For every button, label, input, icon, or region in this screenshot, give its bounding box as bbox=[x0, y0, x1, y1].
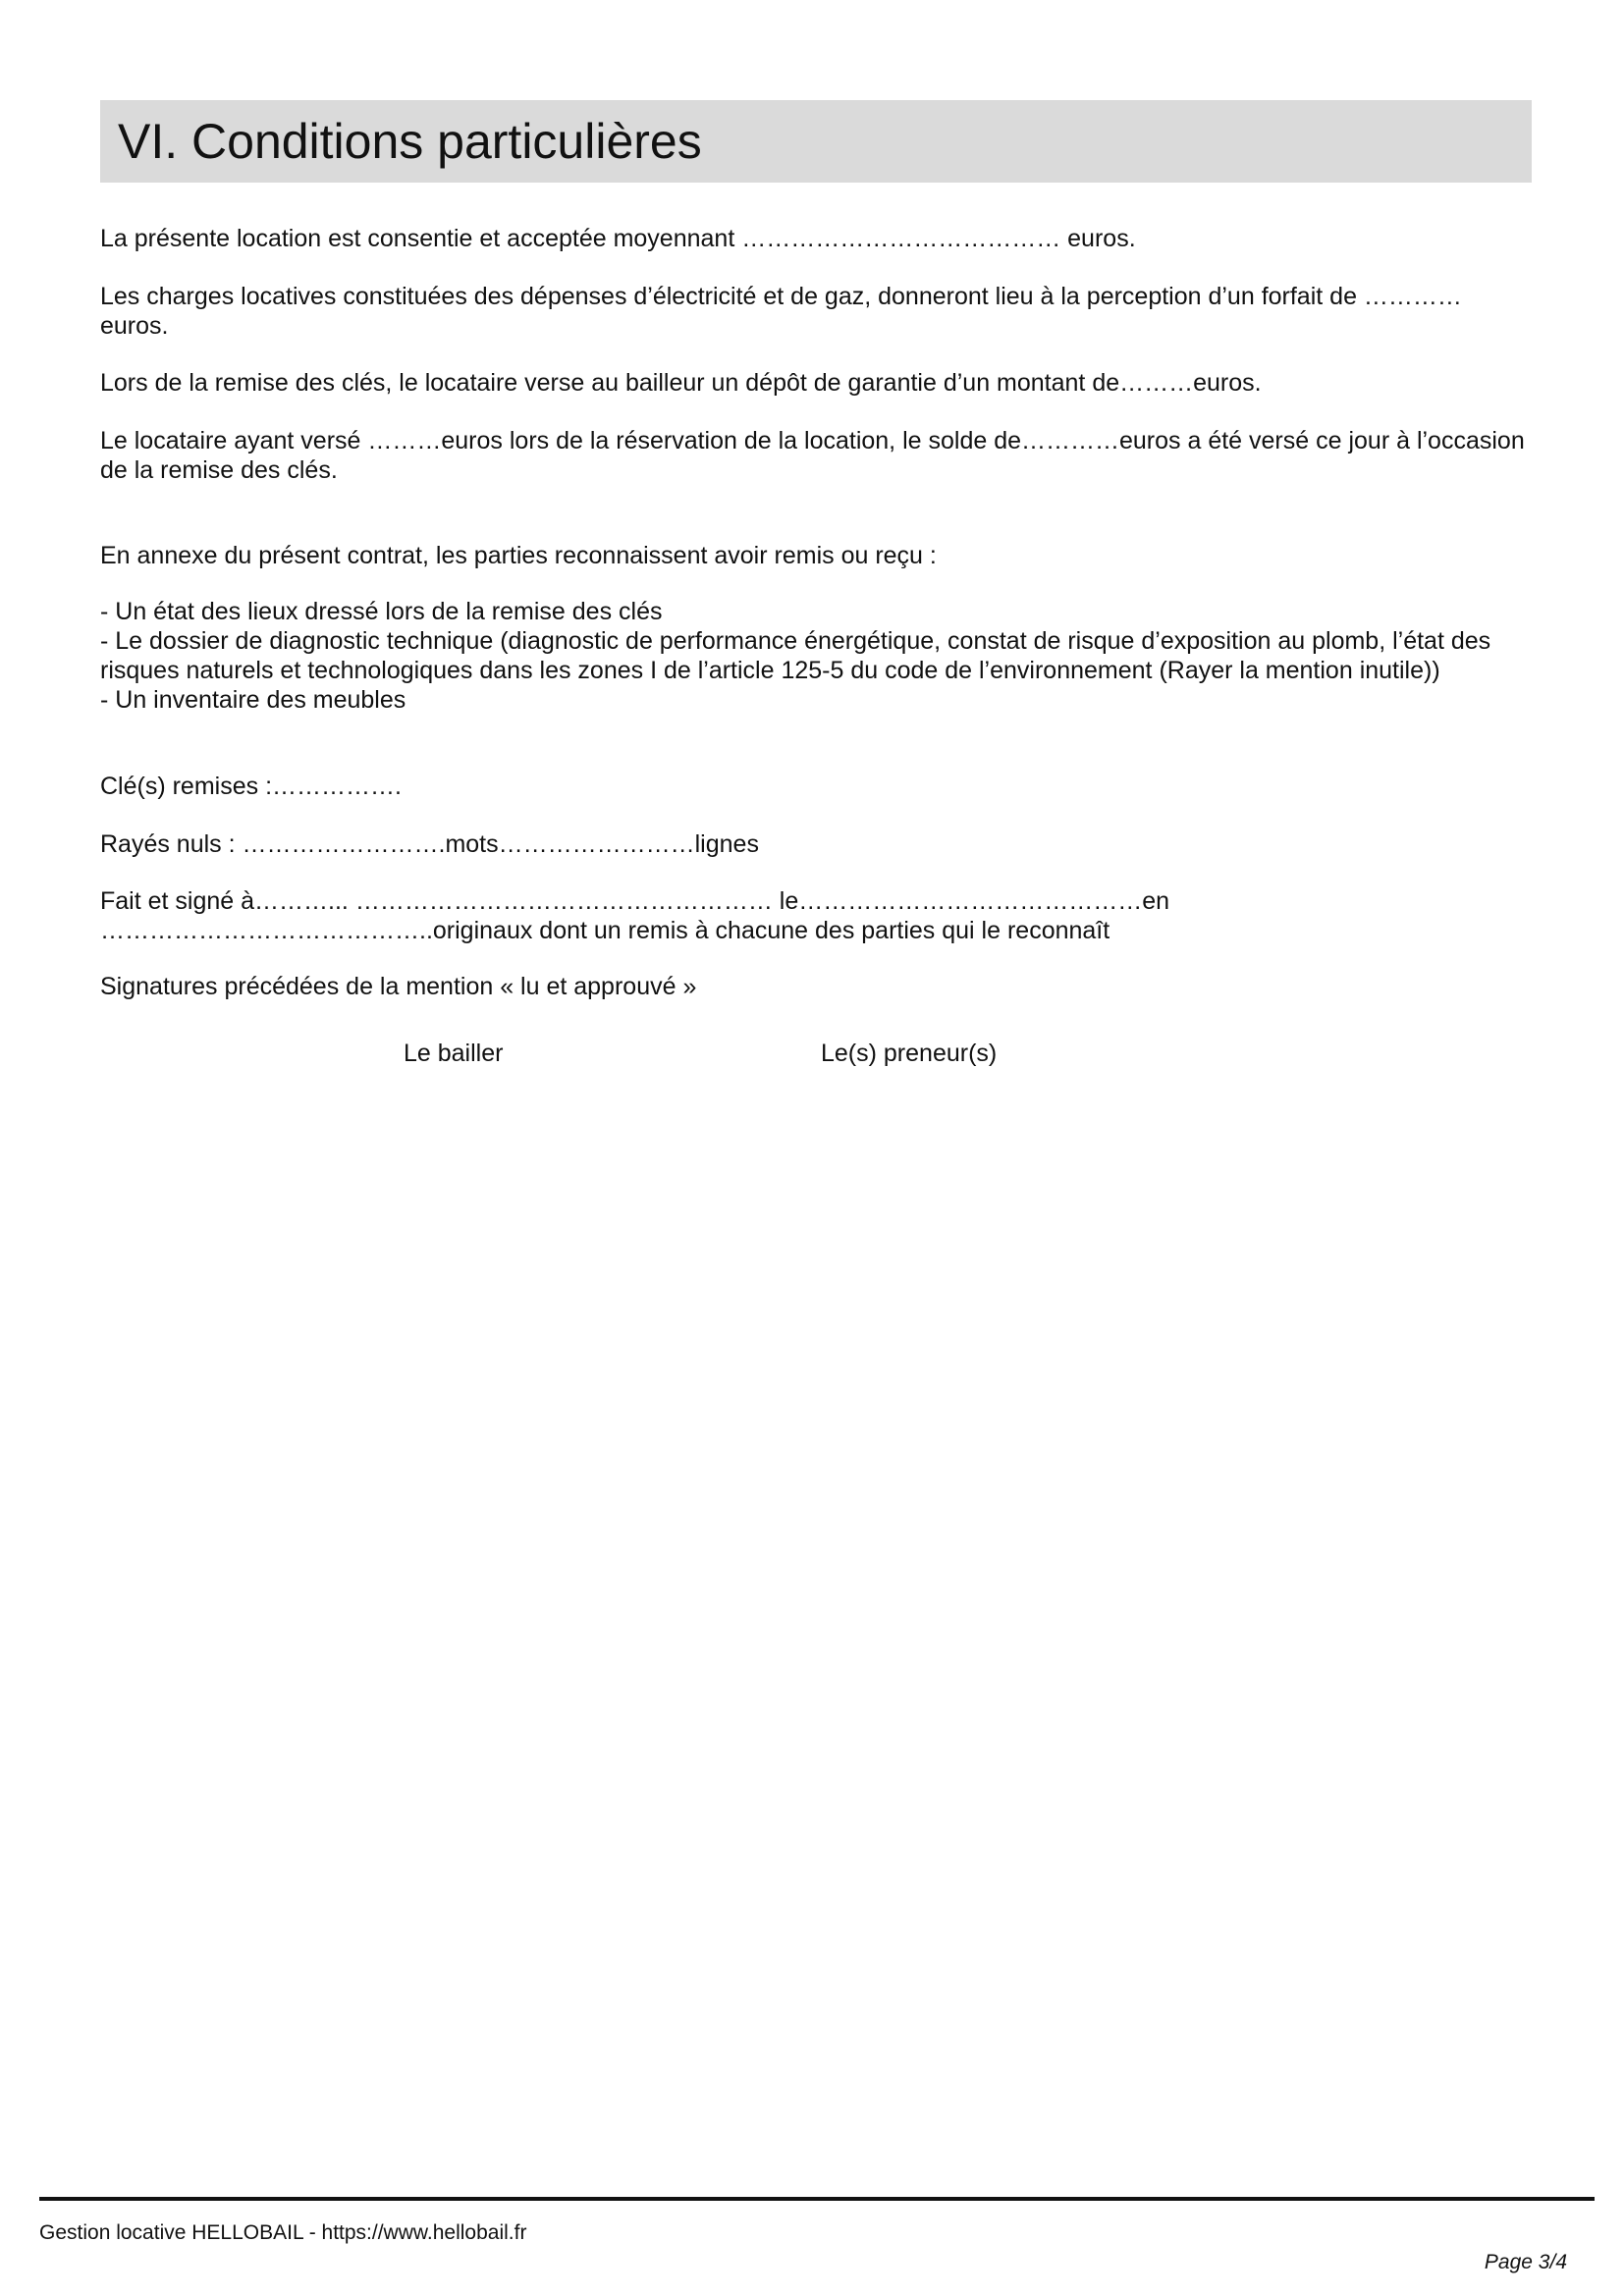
paragraph-balance: Le locataire ayant versé ………euros lors de la réservation de la location, le solde de…………euros a été versé ce jour à l’occasion de la remise des clés. bbox=[100, 427, 1532, 484]
paragraph-keys: Clé(s) remises :……………. bbox=[100, 773, 402, 800]
footer-divider bbox=[39, 2197, 1595, 2201]
paragraph-signed-at: Fait et signé à………... …………………………………………… le……………………………………en …………………………………..originaux dont un remis à chacune des parties qui le reconnaît bbox=[100, 887, 1176, 944]
paragraph-charges: Les charges locatives constituées des dépenses d’électricité et de gaz, donneront lieu à la perception d’un forfait de ………… euros. bbox=[100, 283, 1469, 340]
section-title: VI. Conditions particulières bbox=[118, 114, 702, 169]
paragraph-signature-note: Signatures précédées de la mention « lu et approuvé » bbox=[100, 973, 697, 1000]
page-number: Page 3/4 bbox=[1484, 2251, 1567, 2273]
paragraph-deposit: Lors de la remise des clés, le locataire verse au bailleur un dépôt de garantie d’un montant de………euros. bbox=[100, 369, 1262, 397]
paragraph-annex-intro: En annexe du présent contrat, les parties reconnaissent avoir remis ou reçu : bbox=[100, 542, 937, 569]
paragraph-rent: La présente location est consentie et acceptée moyennant ………………………………… euros. bbox=[100, 225, 1136, 252]
paragraph-struck: Rayés nuls : …………………….mots……………………lignes bbox=[100, 830, 759, 858]
signature-landlord-label: Le bailler bbox=[404, 1040, 504, 1067]
section-header bbox=[100, 100, 1532, 183]
annex-list: - Un état des lieux dressé lors de la remise des clés - Le dossier de diagnostic technique (diagnostic de performance énergétique, constat de risque d’exposition au plomb, l’état des risques naturels et technologiques dans les zones I de l’article 125-5 du code de l’environnement (Rayer la mention inutile)) - Un inventaire des meubles bbox=[100, 598, 1491, 714]
footer-text: Gestion locative HELLOBAIL - https://www.hellobail.fr bbox=[39, 2221, 527, 2244]
signature-tenant-label: Le(s) preneur(s) bbox=[821, 1040, 998, 1067]
